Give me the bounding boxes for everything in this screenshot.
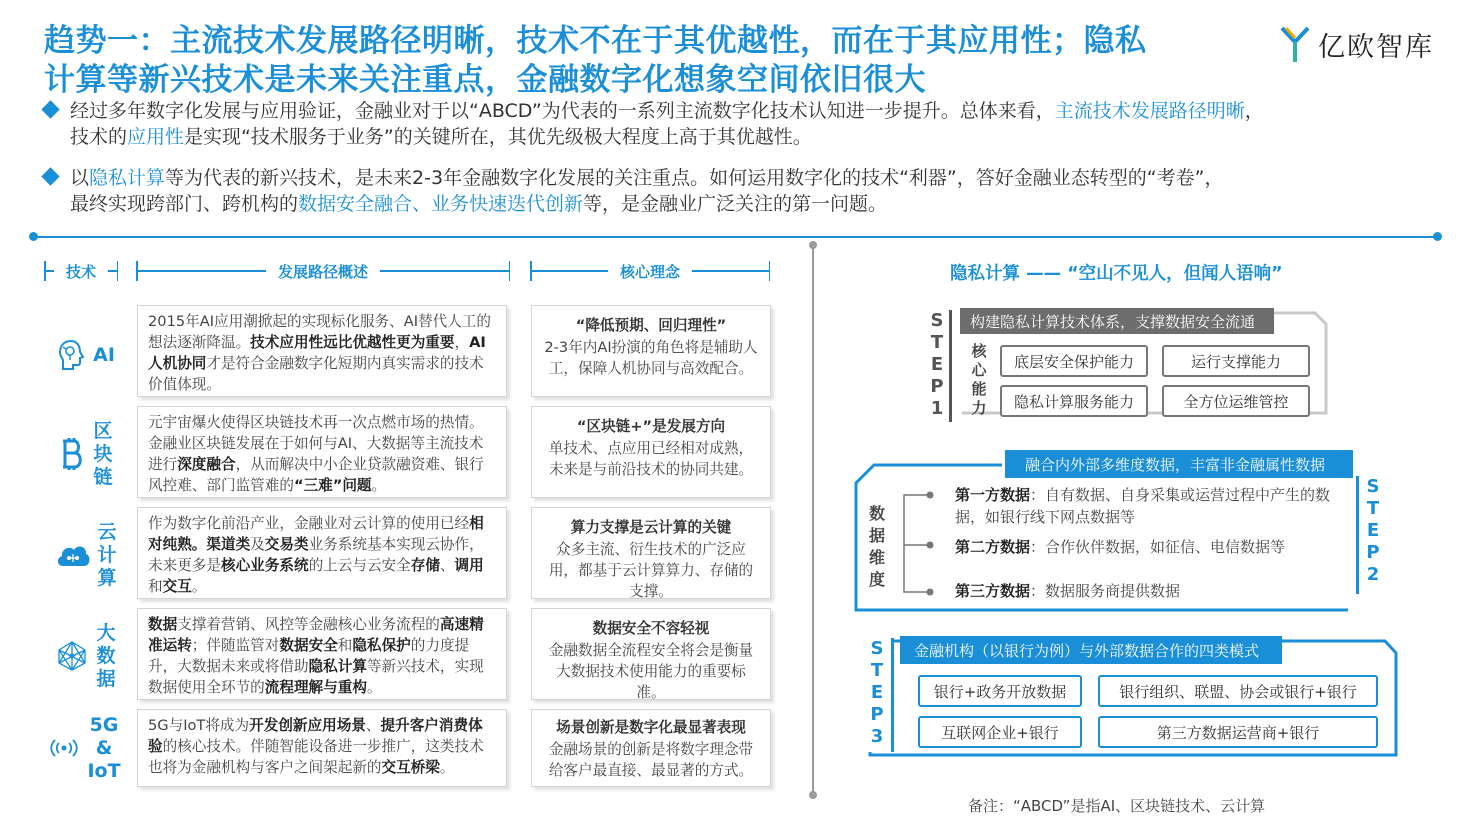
step1-bar: 构建隐私计算技术体系，支撑数据安全流通 [960, 308, 1274, 334]
tech-cloud: 云计算 [40, 521, 132, 589]
core-box-5g: 场景创新是数字化最显著表现 金融场景的创新是将数字理念带给客户最直接、最显著的方式。 [531, 709, 771, 787]
step2-label: S T E P 2 [1356, 476, 1386, 594]
cooperation-mode: 银行+政务开放数据 [918, 675, 1082, 707]
privacy-title: 隐私计算 —— “空山不见人，但闻人语响” [950, 264, 1283, 284]
brain-icon [57, 338, 87, 372]
step3-label: S T E P 3 [866, 638, 894, 752]
step1-side-label: 核 心 能 力 [971, 342, 987, 417]
core-box-bigdata: 数据安全不容轻视 金融数据全流程安全将会是衡量大数据技术使用能力的重要标准。 [531, 608, 771, 700]
capability-item: 底层安全保护能力 [1000, 345, 1148, 377]
tech-5g-label: 5G & IoT [87, 713, 121, 782]
tech-bigdata: 大数据 [40, 622, 132, 690]
center-divider [812, 245, 814, 795]
logo-mark-icon [1280, 24, 1310, 64]
bullet-1: 经过多年数字化发展与应用验证，金融业对于以“ABCD”为代表的一系列主流数字化技术认知进一步提升。总体来看，主流技术发展路径明晰， 技术的应用性是实现“技术服务于业务”的关键所在，其优先级极大程度上高于其优越性。 [44, 98, 1444, 150]
top-divider [33, 236, 1437, 238]
tech-ai: AI [40, 330, 132, 380]
step2-side-label: 数 据 维 度 [868, 504, 885, 589]
header-tech: 技术 [44, 260, 118, 282]
tech-blockchain: 区块链 [40, 420, 132, 488]
cloud-icon [55, 540, 91, 570]
divider-dot [809, 241, 817, 249]
cooperation-mode: 第三方数据运营商+银行 [1098, 716, 1378, 748]
header-core: 核心理念 [530, 260, 770, 282]
diamond-bullet-icon [41, 100, 59, 118]
step2-bar: 融合内外部多维度数据，丰富非金融属性数据 [1005, 450, 1353, 478]
core-box-ai: “降低预期、回归理性” 2-3年内AI扮演的角色将是辅助人工，保障人机协同与高效配合。 [531, 305, 771, 397]
capability-item: 全方位运维管控 [1162, 385, 1310, 417]
cooperation-mode: 互联网企业+银行 [918, 716, 1082, 748]
step1-label: S T E P 1 [926, 310, 952, 422]
data-item-third-party: 第三方数据：数据服务商提供数据 [955, 582, 1181, 600]
path-box-cloud: 作为数字化前沿产业，金融业对云计算的使用已经相对纯熟。渠道类及交易类业务系统基本实现云协作，未来更多是核心业务系统的上云与云安全存储、调用和交互。 [137, 507, 507, 599]
data-item-first-party: 第一方数据：自有数据、自身采集或运营过程中产生的数据，如银行线下网点数据等 [955, 486, 1331, 526]
path-box-bigdata: 数据支撑着营销、风控等金融核心业务流程的高速精准运转；伴随监管对数据安全和隐私保护的力度提升，大数据未来或将借助隐私计算等新兴技术，实现数据使用全环节的流程理解与重构。 [137, 608, 507, 700]
data-item-second-party: 第二方数据：合作伙伴数据，如征信、电信数据等 [955, 538, 1286, 556]
header-path: 发展路径概述 [136, 260, 510, 282]
capability-item: 运行支撑能力 [1162, 345, 1310, 377]
bullet-2: 以隐私计算等为代表的新兴技术，是未来2-3年金融数字化发展的关注重点。如何运用数字化的技术“利器”，答好金融业态转型的“考卷”， 最终实现跨部门、跨机构的数据安全融合、业务快速迭代创新等，是金融业广泛关注的第一问题。 [44, 165, 1444, 217]
step2-bracket [898, 487, 938, 601]
core-box-blockchain: “区块链+”是发展方向 单技术、点应用已经相对成熟，未来是与前沿技术的协同共建。 [531, 406, 771, 498]
divider-dot [1433, 232, 1442, 241]
divider-dot [809, 791, 817, 799]
diamond-bullet-icon [41, 167, 59, 185]
logo-text: 亿欧智库 [1318, 31, 1434, 63]
path-box-blockchain: 元宇宙爆火使得区块链技术再一次点燃市场的热情。金融业区块链发展在于如何与AI、大数据等主流技术进行深度融合，从而解决中小企业贷款融资难、银行风控难、部门监管难的“三难”问题。 [137, 406, 507, 498]
path-box-ai: 2015年AI应用潮掀起的实现标化服务、AI替代人工的想法逐渐降温。技术应用性远比优越性更为重要，AI人机协同才是符合金融数字化短期内真实需求的技术价值体现。 [137, 305, 507, 397]
capability-item: 隐私计算服务能力 [1000, 385, 1148, 417]
network-icon [56, 640, 88, 672]
logo [1280, 22, 1450, 66]
divider-dot [29, 232, 38, 241]
cooperation-mode: 银行组织、联盟、协会或银行+银行 [1098, 675, 1378, 707]
bitcoin-icon [59, 435, 85, 473]
step3-bar: 金融机构（以银行为例）与外部数据合作的四类模式 [900, 636, 1282, 664]
tech-5g-iot [40, 714, 132, 782]
footnote: 备注：“ABCD”是指AI、区块链技术、云计算 [968, 797, 1266, 815]
page-title: 趋势一：主流技术发展路径明晰，技术不在于其优越性，而在于其应用性；隐私 计算等新兴技术是未来关注重点，金融数字化想象空间依旧很大 [44, 23, 1147, 98]
path-box-5g: 5G与IoT将成为开发创新应用场景、提升客户消费体验的核心技术。伴随智能设备进一步推广，这类技术也将为金融机构与客户之间架起新的交互桥梁。 [137, 709, 507, 787]
core-box-cloud: 算力支撑是云计算的关键 众多主流、衍生技术的广泛应用，都基于云计算算力、存储的支撑。 [531, 507, 771, 599]
wireless-icon [48, 738, 80, 758]
